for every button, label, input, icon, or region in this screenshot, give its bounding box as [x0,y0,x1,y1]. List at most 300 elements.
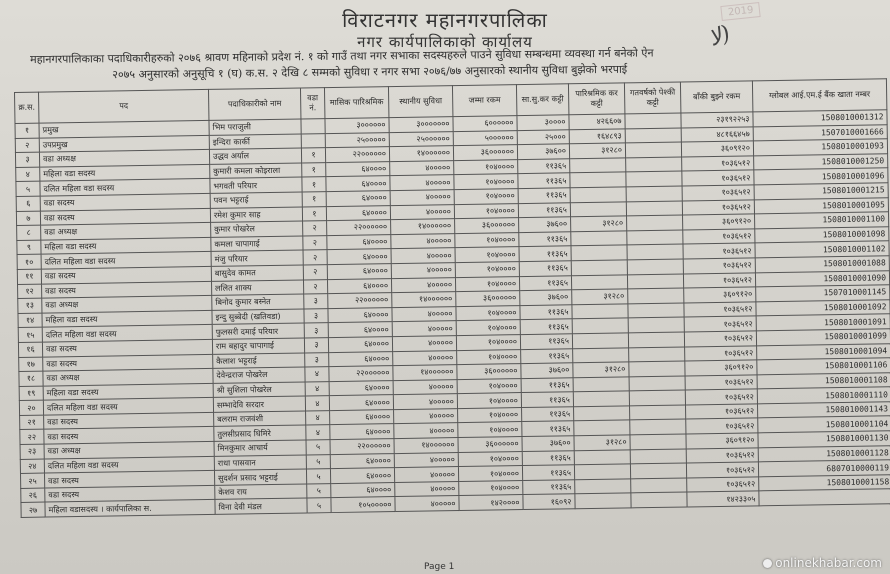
row-account: 1508010001099 [756,329,890,346]
row-account: 1507010001666 [753,124,887,141]
row-account: 1508010001143 [757,402,890,419]
row-advance [626,186,682,201]
row-name: भिम पराजुली [209,119,301,135]
row-sn: १० [17,254,41,269]
row-local: ४००००० [392,321,456,337]
row-total: १०४०००० [454,159,518,175]
row-sn: १३ [18,298,42,313]
row-ssf: ११३६५ [522,450,574,465]
row-advance [625,128,681,143]
row-total: १०४०००० [454,174,518,190]
col-header-name: पदाधिकारीको नाम [208,88,300,120]
row-name: ललित शाक्य [211,280,303,296]
row-balance: ३६०९१२० [683,214,755,230]
col-header-account: ग्लोबल आई.एम.ई बैंक खाता नम्बर [752,79,886,112]
row-local: ४००००० [391,263,455,279]
row-monthly: २२०००००० [329,366,393,382]
row-advance [630,449,686,464]
row-post: वडा सदस्य [40,208,210,225]
row-monthly: ६४०००० [328,322,392,338]
row-monthly: २२०००००० [330,439,394,455]
row-advance [630,405,686,420]
row-ward: ४ [306,425,330,440]
row-post: वडा सदस्य [43,354,213,371]
row-name: कुमारी कमला कोइराला [210,163,302,179]
row-balance: १०३६५१२ [682,185,754,201]
row-ssf: ११३६५ [519,232,571,247]
row-name: भगवती परियार [210,177,302,193]
row-advance [629,390,685,405]
row-advance [625,113,681,128]
row-name: इन्दिरा कार्की [209,134,301,150]
row-advance [630,419,686,434]
row-advance [625,142,681,157]
row-sn: २ [15,138,39,153]
row-total: १०४०००० [458,466,522,482]
row-account: 1508010001158 [759,475,890,492]
row-name: केशव राय [215,484,307,500]
row-advance [626,171,682,186]
row-monthly: ६४०००० [327,278,391,294]
row-tax [572,333,628,348]
row-sn: २० [19,400,43,415]
row-tax [573,347,629,362]
row-monthly: ६४०००० [329,395,393,411]
row-tax: ३१२८० [569,143,625,158]
row-ward: २ [303,235,327,250]
row-advance [626,157,682,172]
row-sn: २६ [21,488,45,503]
row-tax [574,464,630,479]
row-sn: १२ [18,284,42,299]
row-monthly: ६४०००० [330,468,394,484]
row-total: १०४०००० [454,189,518,205]
row-sn: १७ [19,357,43,372]
row-post: दलित महिला वडा सदस्य [42,325,212,342]
row-name: सुदर्शन प्रसाद भट्टराई [214,469,306,485]
row-post: वडा अध्यक्ष [42,296,212,313]
row-balance: १०३६५१२ [682,170,754,186]
row-ward: २ [303,221,327,236]
row-local: ३००००००० [389,117,453,133]
row-post: दलित महिला वडा सदस्य [43,398,213,415]
row-post: वडा अध्यक्ष [41,223,211,240]
row-total: १०४०००० [458,422,522,438]
row-name: मंजु परियार [211,250,303,266]
row-ward: १ [302,192,326,207]
row-local: ४००००० [394,423,458,439]
row-total: ३६०००००० [453,145,517,161]
intro-line-1: महानगरपालिकाका पदाधिकारीहरुको २०७६ श्रावण महिनाको प्रदेश नं. १ को गाउँ तथा नगर सभाका सदस्यहरुले पाउने सुविधा सम्बन्धमा व्यवस्था गर्न बनेको ऐन [30,46,654,66]
row-ward: ५ [307,483,331,498]
row-post: महिला वडासदस्य । कार्यपालिका स. [45,500,215,517]
row-balance: १०३६५१२ [683,272,755,288]
row-total: ५०००००० [453,130,517,146]
row-monthly: ६४०००० [330,424,394,440]
row-advance [629,346,685,361]
row-ward: ५ [306,454,330,469]
row-account: 1508010001108 [757,372,890,389]
col-header-sn: क्र.स. [15,92,39,123]
row-post: दलित महिला वडा सदस्य [44,456,214,473]
row-ward: ३ [304,308,328,323]
row-name: बासुदेव कामत [211,265,303,281]
row-total: १०४०००० [457,349,521,365]
row-local: १४०००००० [393,365,457,381]
row-tax: ३१२८० [572,289,628,304]
row-ssf: ११३६५ [518,202,570,217]
row-total: १०४०००० [456,320,520,336]
row-post: वडा अध्यक्ष [43,369,213,386]
row-ssf: ३०००० [517,115,569,130]
row-post: वडा सदस्य [40,193,210,210]
row-ssf: ११३६५ [521,377,573,392]
row-tax: १६४८९३ [569,128,625,143]
col-header-balance: बाँकी बुझ्ने रकम [680,81,752,113]
row-monthly: ६४०००० [330,453,394,469]
row-ssf: ११३६५ [522,407,574,422]
row-ssf: २५००० [517,129,569,144]
row-ssf: ३७६०० [519,217,571,232]
row-sn: ७ [16,211,40,226]
row-account: 1508010001092 [756,299,890,316]
row-ward: १ [302,177,326,192]
row-sn: २५ [20,473,44,488]
row-post: वडा सदस्य [42,281,212,298]
row-account: 1508010001215 [754,183,888,200]
row-monthly: ६४०००० [328,307,392,323]
row-ward: १ [302,206,326,221]
row-name: तुलसीप्रसाद धिमिरे [214,425,306,441]
row-monthly: ६४०००० [326,191,390,207]
row-monthly: ६४०००० [326,176,390,192]
row-account: 1508010001102 [755,241,889,258]
row-balance: ३६०९१२० [686,433,758,449]
row-ssf: ३७६०० [517,144,569,159]
row-ward: १ [301,148,325,163]
row-name: कमला चापागाई [211,236,303,252]
row-post: महिला वडा सदस्य [42,310,212,327]
row-balance: १०३६५१२ [682,199,754,215]
row-sn: ५ [16,181,40,196]
page-number: Page 1 [424,562,455,572]
row-local: ४००००० [395,496,459,512]
table-body [15,110,890,518]
row-ward [301,133,325,148]
row-advance [628,303,684,318]
row-sn: १५ [18,327,42,342]
row-ssf: ११३६५ [518,173,570,188]
row-local: १४०००००० [391,219,455,235]
row-ssf: ११३६५ [520,304,572,319]
row-sn: ९ [17,240,41,255]
row-advance [629,361,685,376]
row-tax [570,201,626,216]
row-ward: ५ [306,440,330,455]
row-monthly: ६४०००० [328,336,392,352]
row-local: ४००००० [390,204,454,220]
row-sn: २४ [20,459,44,474]
row-name: इन्दु सुब्बेदी (खतिवडा) [212,309,304,325]
row-ward: १ [302,162,326,177]
row-tax [570,187,626,202]
row-account: 1508010001093 [753,139,887,156]
row-ward: ४ [305,367,329,382]
row-sn: ३ [15,152,39,167]
row-ssf: ११३६५ [518,188,570,203]
row-total: ६०००००० [453,116,517,132]
row-advance [627,259,683,274]
row-name: बलराम राजवंशी [214,411,306,427]
row-local: ४००००० [392,306,456,322]
row-ssf: ११३६५ [522,465,574,480]
row-ssf: ३७६०० [520,290,572,305]
row-local: ४००००० [394,408,458,424]
row-tax [574,450,630,465]
row-monthly: ६४०००० [326,161,390,177]
row-account [759,489,890,506]
row-account: 1508010001094 [757,343,890,360]
row-account: 1508010001250 [754,154,888,171]
row-post: वडा सदस्य [41,266,211,283]
row-account: 1508010001096 [754,168,888,185]
row-ssf: ११३६५ [520,334,572,349]
row-local: ४००००० [393,350,457,366]
row-sn: १८ [19,371,43,386]
row-tax: ३१२८० [571,216,627,231]
row-post: वडा सदस्य [45,485,215,502]
row-sn: २७ [21,503,45,518]
row-total: १०४०००० [457,393,521,409]
row-balance: १०३६५१२ [682,156,754,172]
row-tax [575,493,631,508]
col-header-ssf: सा.सु.कर कट्टी [516,84,568,116]
row-advance [631,492,687,507]
row-tax [570,172,626,187]
row-ssf: ११३६५ [519,275,571,290]
row-tax [570,158,626,173]
row-account: 1508010001091 [756,314,890,331]
row-monthly: २५००००० [325,132,389,148]
row-account: 6807010000119 [758,460,890,477]
row-monthly: ६४०००० [327,249,391,265]
row-local: १४०००००० [392,292,456,308]
row-balance: ३६०९१२० [681,141,753,157]
row-tax: ४२६६०७ [569,114,625,129]
row-balance: २३१९२२५३ [681,112,753,128]
row-tax [572,304,628,319]
row-balance: १०३६५१२ [687,477,759,493]
row-ward: ३ [304,337,328,352]
row-post: महिला वडा सदस्य [43,383,213,400]
row-balance: ३६०९१२० [684,287,756,303]
row-local: ४००००० [395,481,459,497]
row-local: १४०००००० [394,438,458,454]
row-total: १०४०००० [456,334,520,350]
payment-table [14,78,890,518]
col-header-monthly: मासिक पारिश्रमिक [324,87,388,119]
row-advance [631,478,687,493]
row-local: २५०००००० [389,131,453,147]
row-balance: १०३६५१२ [685,404,757,420]
row-local: ४००००० [393,379,457,395]
row-local: १४०००००० [389,146,453,162]
row-local: ४००००० [392,335,456,351]
row-monthly: १०५००००० [331,497,395,513]
row-balance: १४२३३०५ [687,491,759,507]
row-post: वडा अध्यक्ष [39,150,209,167]
row-sn: १६ [18,342,42,357]
row-monthly: ६४०००० [330,409,394,425]
row-name: विना देवी मंडल [215,498,307,514]
row-monthly: ६४०००० [331,482,395,498]
row-post: उपप्रमुख [39,135,209,152]
row-name: मिनकुमार आचार्य [214,440,306,456]
row-account: 1508010001110 [757,387,890,404]
row-ward: २ [303,265,327,280]
row-total: १०४०००० [455,276,519,292]
row-balance: १०३६५१२ [685,375,757,391]
row-local: ४००००० [391,248,455,264]
row-tax [573,377,629,392]
row-account: 1508010001128 [758,445,890,462]
row-tax [571,260,627,275]
row-sn: २२ [20,430,44,445]
col-header-tax: पारिश्रमिक कर कट्टी [568,83,624,115]
row-post: महिला वडा सदस्य [41,237,211,254]
row-ssf: ११३६५ [523,480,575,495]
row-name: राधा पासवान [214,455,306,471]
row-post: प्रमुख [39,120,209,137]
col-header-total: जम्मा रकम [452,85,516,117]
row-ward: २ [303,250,327,265]
row-balance: १०३६५१२ [683,243,755,259]
row-post: वडा सदस्य [42,339,212,356]
row-advance [628,288,684,303]
document-subtitle: नगर कार्यपालिकाको कार्यालय [357,33,533,51]
row-balance: १०३६५१२ [684,316,756,332]
row-advance [627,274,683,289]
row-account: 1507010001145 [756,285,890,302]
row-advance [628,317,684,332]
row-account: 1508010001312 [753,110,887,127]
row-local: ४००००० [390,175,454,191]
row-balance: १०३६५१२ [684,331,756,347]
row-ssf: ११३६५ [520,319,572,334]
row-balance: १०३६५१२ [685,389,757,405]
row-total: १०४०००० [457,378,521,394]
row-name: फुलसरी दमाई परियार [212,323,304,339]
row-tax [571,231,627,246]
row-account: 1508010001088 [755,256,889,273]
row-balance: ३६०९१२० [685,360,757,376]
row-sn: ६ [16,196,40,211]
row-ssf: १६०९२ [523,494,575,509]
row-sn: २३ [20,444,44,459]
row-ward: ४ [305,396,329,411]
row-total: ३६०००००० [458,437,522,453]
row-total: १०४०००० [458,451,522,467]
row-balance: १०३६५१२ [684,302,756,318]
row-local: ४००००० [393,394,457,410]
row-sn: १ [15,123,39,138]
row-tax [575,479,631,494]
row-monthly: ६४०००० [326,205,390,221]
row-sn: ४ [16,167,40,182]
row-monthly: २२०००००० [328,293,392,309]
row-ward: ३ [305,352,329,367]
row-local: ४००००० [394,452,458,468]
row-tax: ३१२८० [574,435,630,450]
row-post: वडा सदस्य [44,471,214,488]
row-ssf: ११३६५ [521,348,573,363]
signature: ﻻ) [705,21,734,52]
col-header-ward: वडा नं. [300,88,324,119]
row-monthly: ६४०००० [327,264,391,280]
row-name: सम्भादेवि सरदार [213,396,305,412]
row-ward: ३ [304,294,328,309]
row-name: बिनोद कुमार बस्नेत [212,294,304,310]
row-post: वडा सदस्य [44,427,214,444]
col-header-local: स्थानीय सुविधा [388,86,452,118]
row-ssf: ११३६५ [519,261,571,276]
col-header-advance: गतवर्षको पेश्की कट्टी [624,82,680,114]
row-advance [627,215,683,230]
row-account: 1508010001098 [755,227,889,244]
row-total: १०४०००० [456,305,520,321]
row-sn: ११ [17,269,41,284]
row-total: १०४०००० [459,480,523,496]
row-ssf: ११३६५ [518,159,570,174]
row-ward: ५ [307,498,331,513]
row-total: १०४०००० [455,247,519,263]
row-advance [627,230,683,245]
row-post: वडा सदस्य [44,412,214,429]
row-monthly: ६४०००० [327,234,391,250]
row-tax [571,245,627,260]
row-monthly: ६४०००० [329,380,393,396]
row-advance [630,434,686,449]
row-total: १०४०००० [458,407,522,423]
row-local: ४००००० [394,467,458,483]
row-balance: १०३६५१२ [685,345,757,361]
row-post: दलित महिला वडा सदस्य [41,252,211,269]
row-name: उद्धव अर्याल [209,148,301,164]
row-ssf: ३७६०० [522,436,574,451]
row-tax [574,420,630,435]
row-tax [574,406,630,421]
row-ssf: ३७६०० [521,363,573,378]
row-monthly: ६४०००० [329,351,393,367]
row-name: कैलाश भट्टराई [213,352,305,368]
row-account: 1508010001090 [755,270,889,287]
row-ssf: ११३६५ [522,421,574,436]
row-balance: १०३६५१२ [683,258,755,274]
row-balance: १०३६५१२ [686,448,758,464]
row-total: १०४०००० [455,262,519,278]
row-balance: १०३६५१२ [686,418,758,434]
row-name: देवेन्द्रराज पोखरेल [213,367,305,383]
row-ward [301,119,325,134]
row-sn: १९ [19,386,43,401]
row-total: ३६०००००० [455,218,519,234]
row-ward: ५ [306,469,330,484]
row-post: महिला वडा सदस्य [40,164,210,181]
document-title: विराटनगर महानगरपालिका [342,8,548,32]
watermark [763,556,882,570]
row-balance: १०३६५१२ [686,462,758,478]
row-monthly: २२०००००० [325,147,389,163]
